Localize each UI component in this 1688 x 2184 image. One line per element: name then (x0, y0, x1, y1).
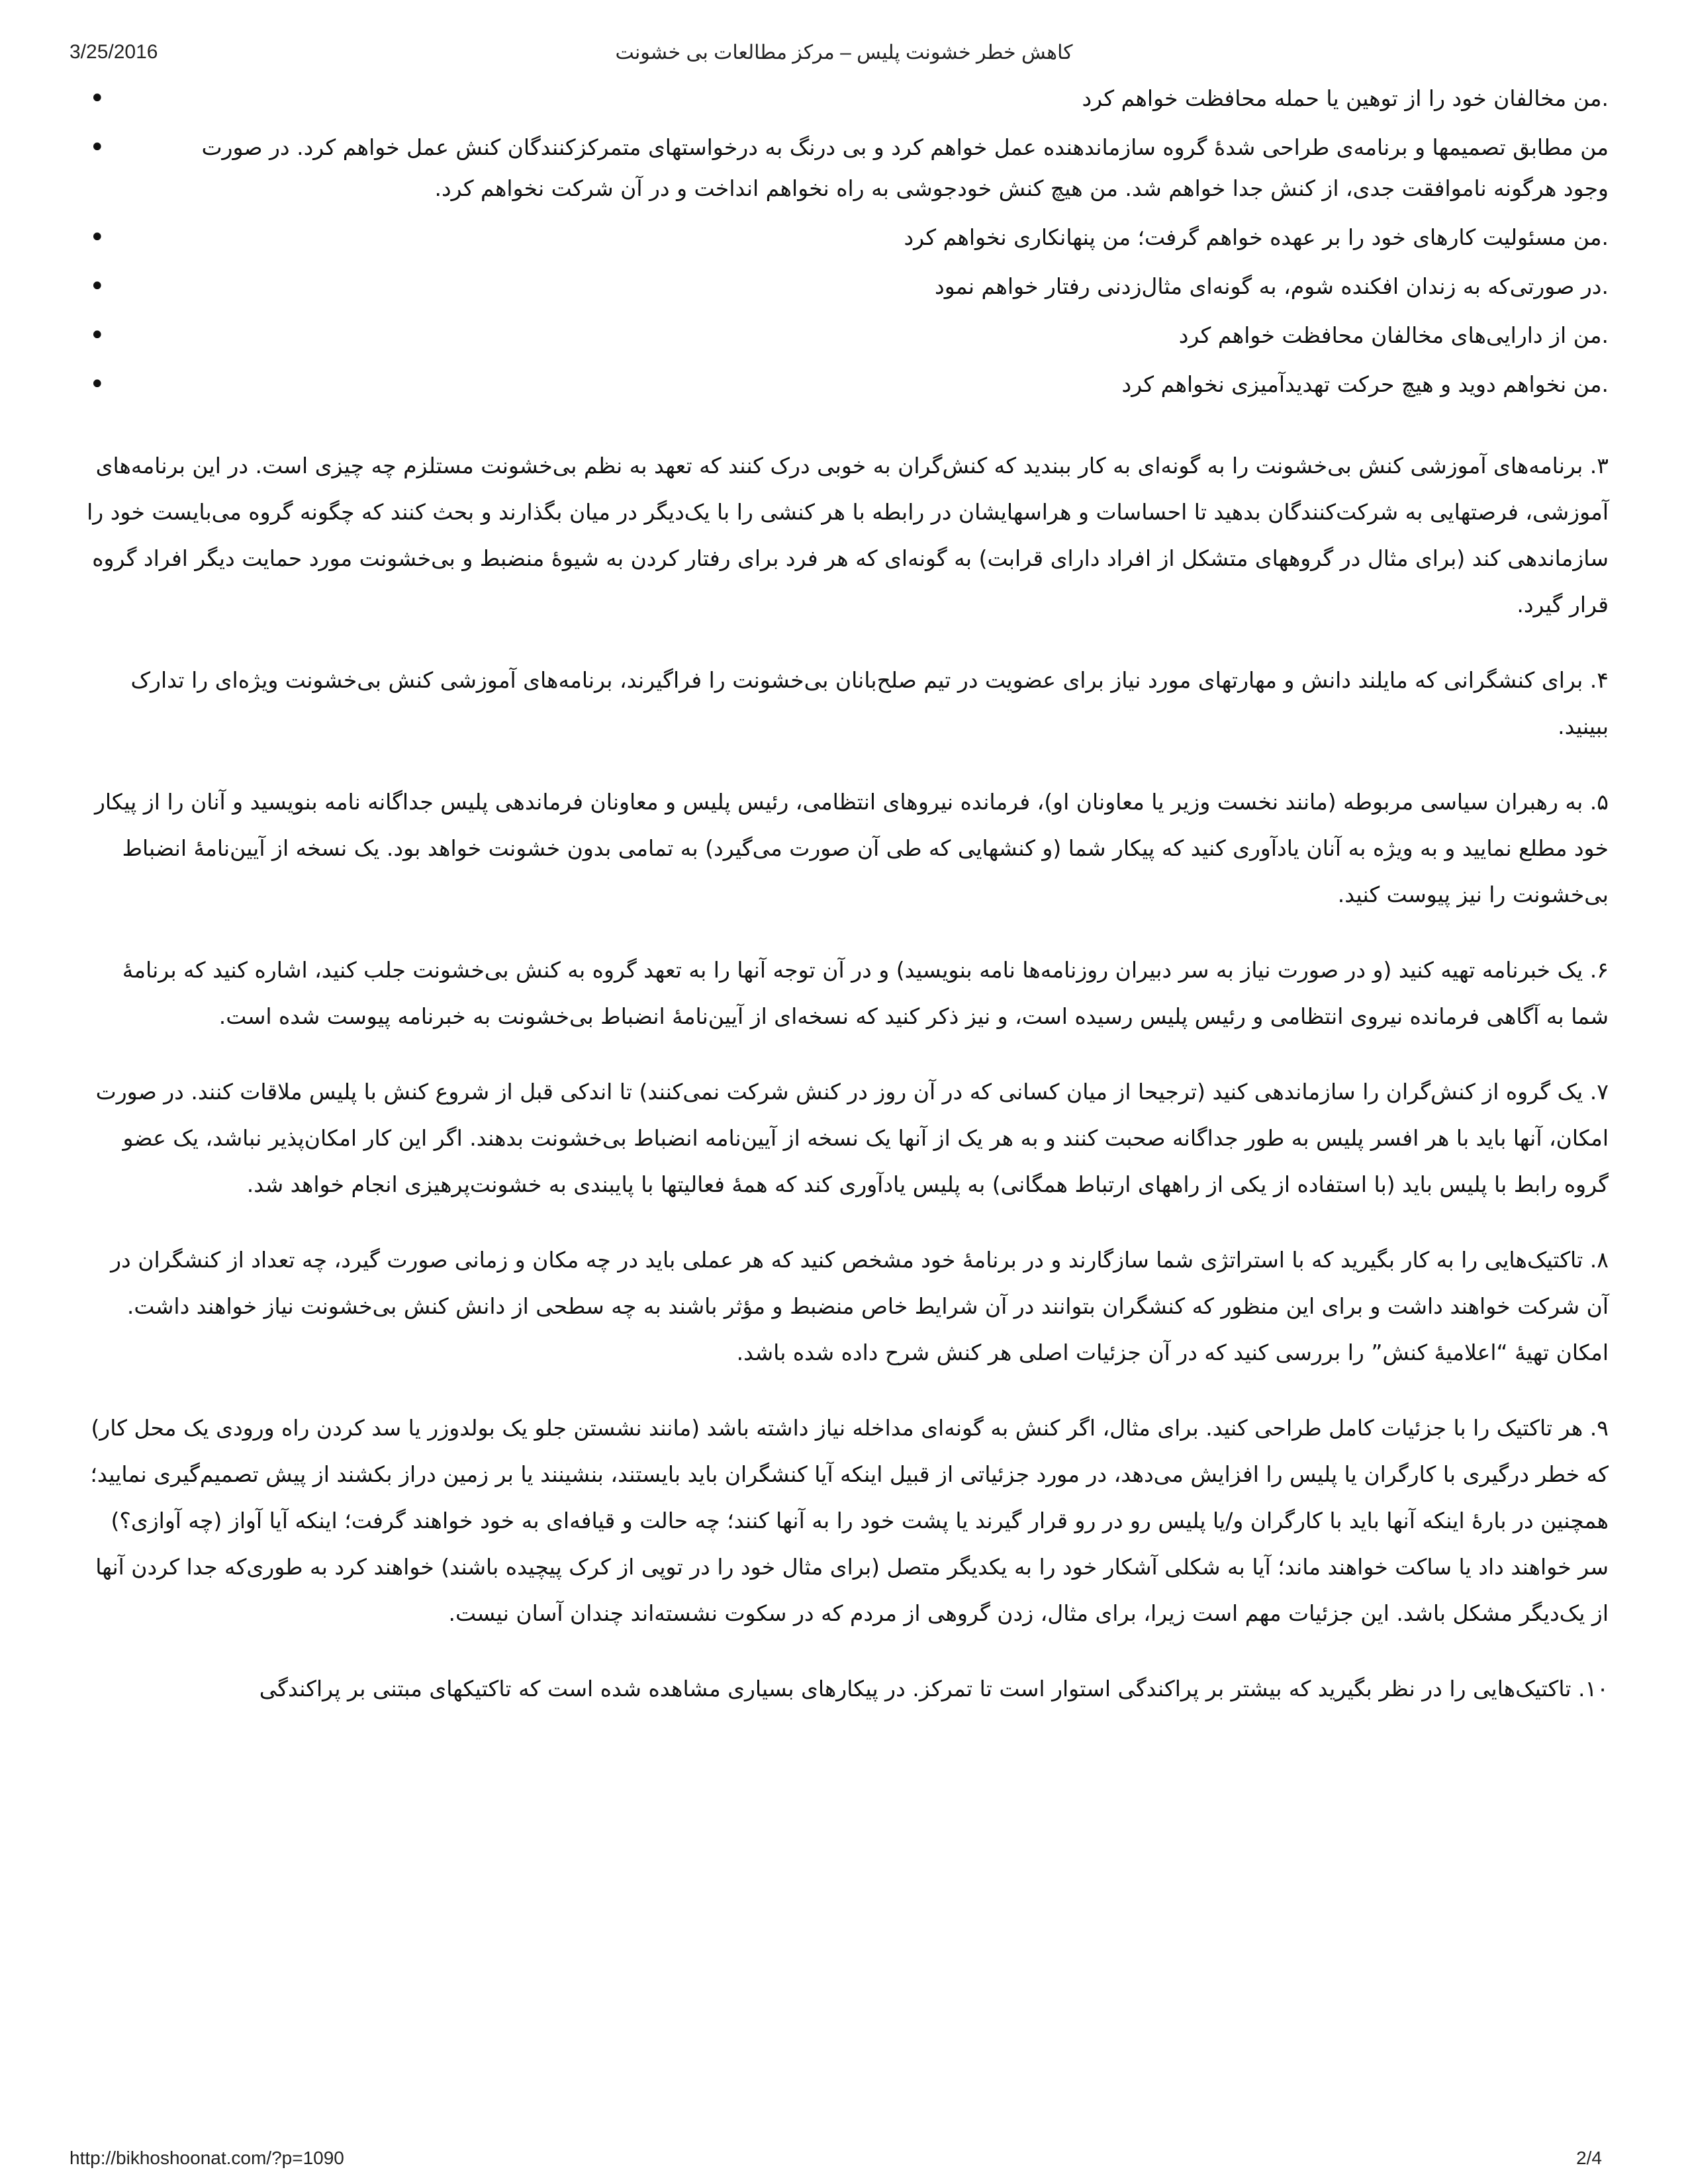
paragraph-8: ۸. تاکتیک‌هایی را به کار بگیرید که با استراتژی شما سازگارند و در برنامهٔ خود مشخص کنید که هر عملی باید در چه مکان و زمانی صورت گیرد، چه تعداد از کنشگران در آن شرکت خواهند داشت و برای این منظور که کنشگران بتوانند در آن شرایط خاص منضبط و مؤثر باشند به چه سطحی از دانش کنش بی‌خشونت نیاز خواهند داشت. امکان تهیهٔ “اعلامیهٔ کنش” را بررسی کنید که در آن جزئیات اصلی هر کنش شرح داده شده باشد. (111, 1247, 1609, 1365)
article-body (83, 78, 1609, 1741)
paragraph-6: ۶. یک خبرنامه تهیه کنید (و در صورت نیاز به سر دبیران روزنامه‌ها نامه بنویسید) و در آن توجه آنها را به تعهد گروه به کنش بی‌خشونت جلب کنید، اشاره کنید که برنامهٔ شما به آگاهی فرمانده نیروی انتظامی و رئیس پلیس رسیده است، و نیز ذکر کنید که نسخه‌ای از آیین‌نامهٔ انضباط بی‌خشونت به خبرنامه پیوست شده است. (122, 957, 1609, 1029)
list-item: من مطابق تصمیمها و برنامه‌ی طراحی شدهٔ گروه سازماندهنده عمل خواهم کرد و بی درنگ به درخواستهای متمرکزکنندگان کنش عمل خواهم کرد. در صورت وجود هرگونه ناموافقت جدی، از کنش جدا خواهم شد. من هیچ کنش خودجوشی به راه نخواهم انداخت و در آن شرکت نخواهم کرد. • (169, 127, 1609, 209)
page-number: 2/4 (1576, 2148, 1602, 2168)
print-date: 3/25/2016 (70, 41, 158, 63)
list-item: .من نخواهم دوید و هیچ حرکت تهدیدآمیزی نخواهم کرد • (169, 364, 1609, 405)
paragraph-10: ۱۰. تاکتیک‌هایی را در نظر بگیرید که بیشتر بر پراکندگی استوار است تا تمرکز. در پیکارهای بسیاری مشاهده شده است که تاکتیکهای مبتنی بر پراکندگی (259, 1676, 1609, 1702)
paragraph-5: ۵. به رهبران سیاسی مربوطه (مانند نخست وزیر یا معاونان او)، فرمانده نیروهای انتظامی، رئیس پلیس و معاونان فرماندهی پلیس جداگانه نامه بنویسید و آنان را از پیکار خود مطلع نمایید و به ویژه به آنان یادآوری کنید که پیکار شما (و کنشهایی که طی آن صورت می‌گیرد) به تمامی بدون خشونت خواهد بود. یک نسخه از آیین‌نامهٔ انضباط بی‌خشونت را نیز پیوست کنید. (95, 789, 1609, 907)
paragraph-9: ۹. هر تاکتیک را با جزئیات کامل طراحی کنید. برای مثال، اگر کنش به گونه‌ای مداخله نیاز داشته باشد (مانند نشستن جلو یک بولدوزر یا سد کردن راه ورودی یک محل کار) که خطر درگیری با کارگران یا پلیس را افزایش می‌دهد، در مورد جزئیاتی از قبیل اینکه آیا کنشگران باید بایستند، بنشینند یا بر زمین دراز بکشند از پیش تصمیم‌گیری نمایید؛ همچنین در بارهٔ اینکه آنها باید با کارگران و/یا پلیس رو در رو قرار گیرند یا پشت خود را به آنها کنند؛ چه حالت و قیافه‌ای به خود خواهند گرفت؛ اینکه آیا آواز (چه آوازی؟) سر خواهند داد یا ساکت خواهند ماند؛ آیا به شکلی آشکار خود را به یکدیگر متصل (برای مثال خود را در توپی از کرک پیچیده باشند) خواهند کرد به طوری‌که جدا کردن آنها از یک‌دیگر مشکل باشد. این جزئیات مهم است زیرا، برای مثال، زدن گروهی از مردم که در سکوت نشسته‌اند چندان آسان نیست. (90, 1415, 1609, 1626)
list-item: .من از دارایی‌های مخالفان محافظت خواهم کرد • (169, 315, 1609, 356)
paragraph-3: ۳. برنامه‌های آموزشی کنش بی‌خشونت را به گونه‌ای به کار ببندید که کنش‌گران به خوبی درک کنند که تعهد به نظم بی‌خشونت مستلزم چه چیزی است. در این برنامه‌های آموزشی، فرصتهایی به شرکت‌کنندگان بدهید تا احساسات و هراسهایشان در رابطه با هر کنشی را با یک‌دیگر در میان بگذارند و بحث کنند که چگونه گروه می‌بایست خود را سازماندهی کند (برای مثال در گروههای متشکل از افراد دارای قرابت) به گونه‌ای که هر فرد برای رفتار کردن به شیوهٔ منضبط و بی‌خشونت مورد حمایت دیگر افراد گروه قرار گیرد. (87, 453, 1609, 617)
list-item: .من مخالفان خود را از توهین یا حمله محافظت خواهم کرد • (169, 78, 1609, 119)
page-title: کاهش خطر خشونت پلیس – مرکز مطالعات بی خشونت (615, 42, 1073, 64)
list-item: .در صورتی‌که به زندان افکنده شوم، به گونه‌ای مثال‌زدنی رفتار خواهم نمود • (169, 266, 1609, 307)
paragraph-4: ۴. برای کنشگرانی که مایلند دانش و مهارتهای مورد نیاز برای عضویت در تیم صلح‌بانان بی‌خشونت را فراگیرند، برنامه‌های آموزشی کنش بی‌خشونت ویژه‌ای را تدارک ببینید. (130, 667, 1609, 739)
pledge-list (83, 78, 1609, 405)
paragraph-7: ۷. یک گروه از کنش‌گران را سازماندهی کنید (ترجیحا از میان کسانی که در آن روز در کنش شرکت نمی‌کنند) تا اندکی قبل از شروع کنش با پلیس ملاقات کنند. در صورت امکان، آنها باید با هر افسر پلیس به طور جداگانه صحبت کنند و به هر یک از آنها یک نسخه از آیین‌نامه انضباط بی‌خشونت بدهند. اگر این کار امکان‌پذیر نباشد، یک عضو گروه رابط با پلیس باید (با استفاده از یکی از راههای ارتباط همگانی) به پلیس یادآوری کند که همهٔ فعالیتها با پایبندی به خشونت‌پرهیزی انجام خواهد شد. (95, 1079, 1609, 1197)
list-item: .من مسئولیت کارهای خود را بر عهده خواهم گرفت؛ من پنهانکاری نخواهم کرد • (169, 217, 1609, 258)
page-url: http://bikhoshoonat.com/?p=1090 (70, 2148, 344, 2168)
